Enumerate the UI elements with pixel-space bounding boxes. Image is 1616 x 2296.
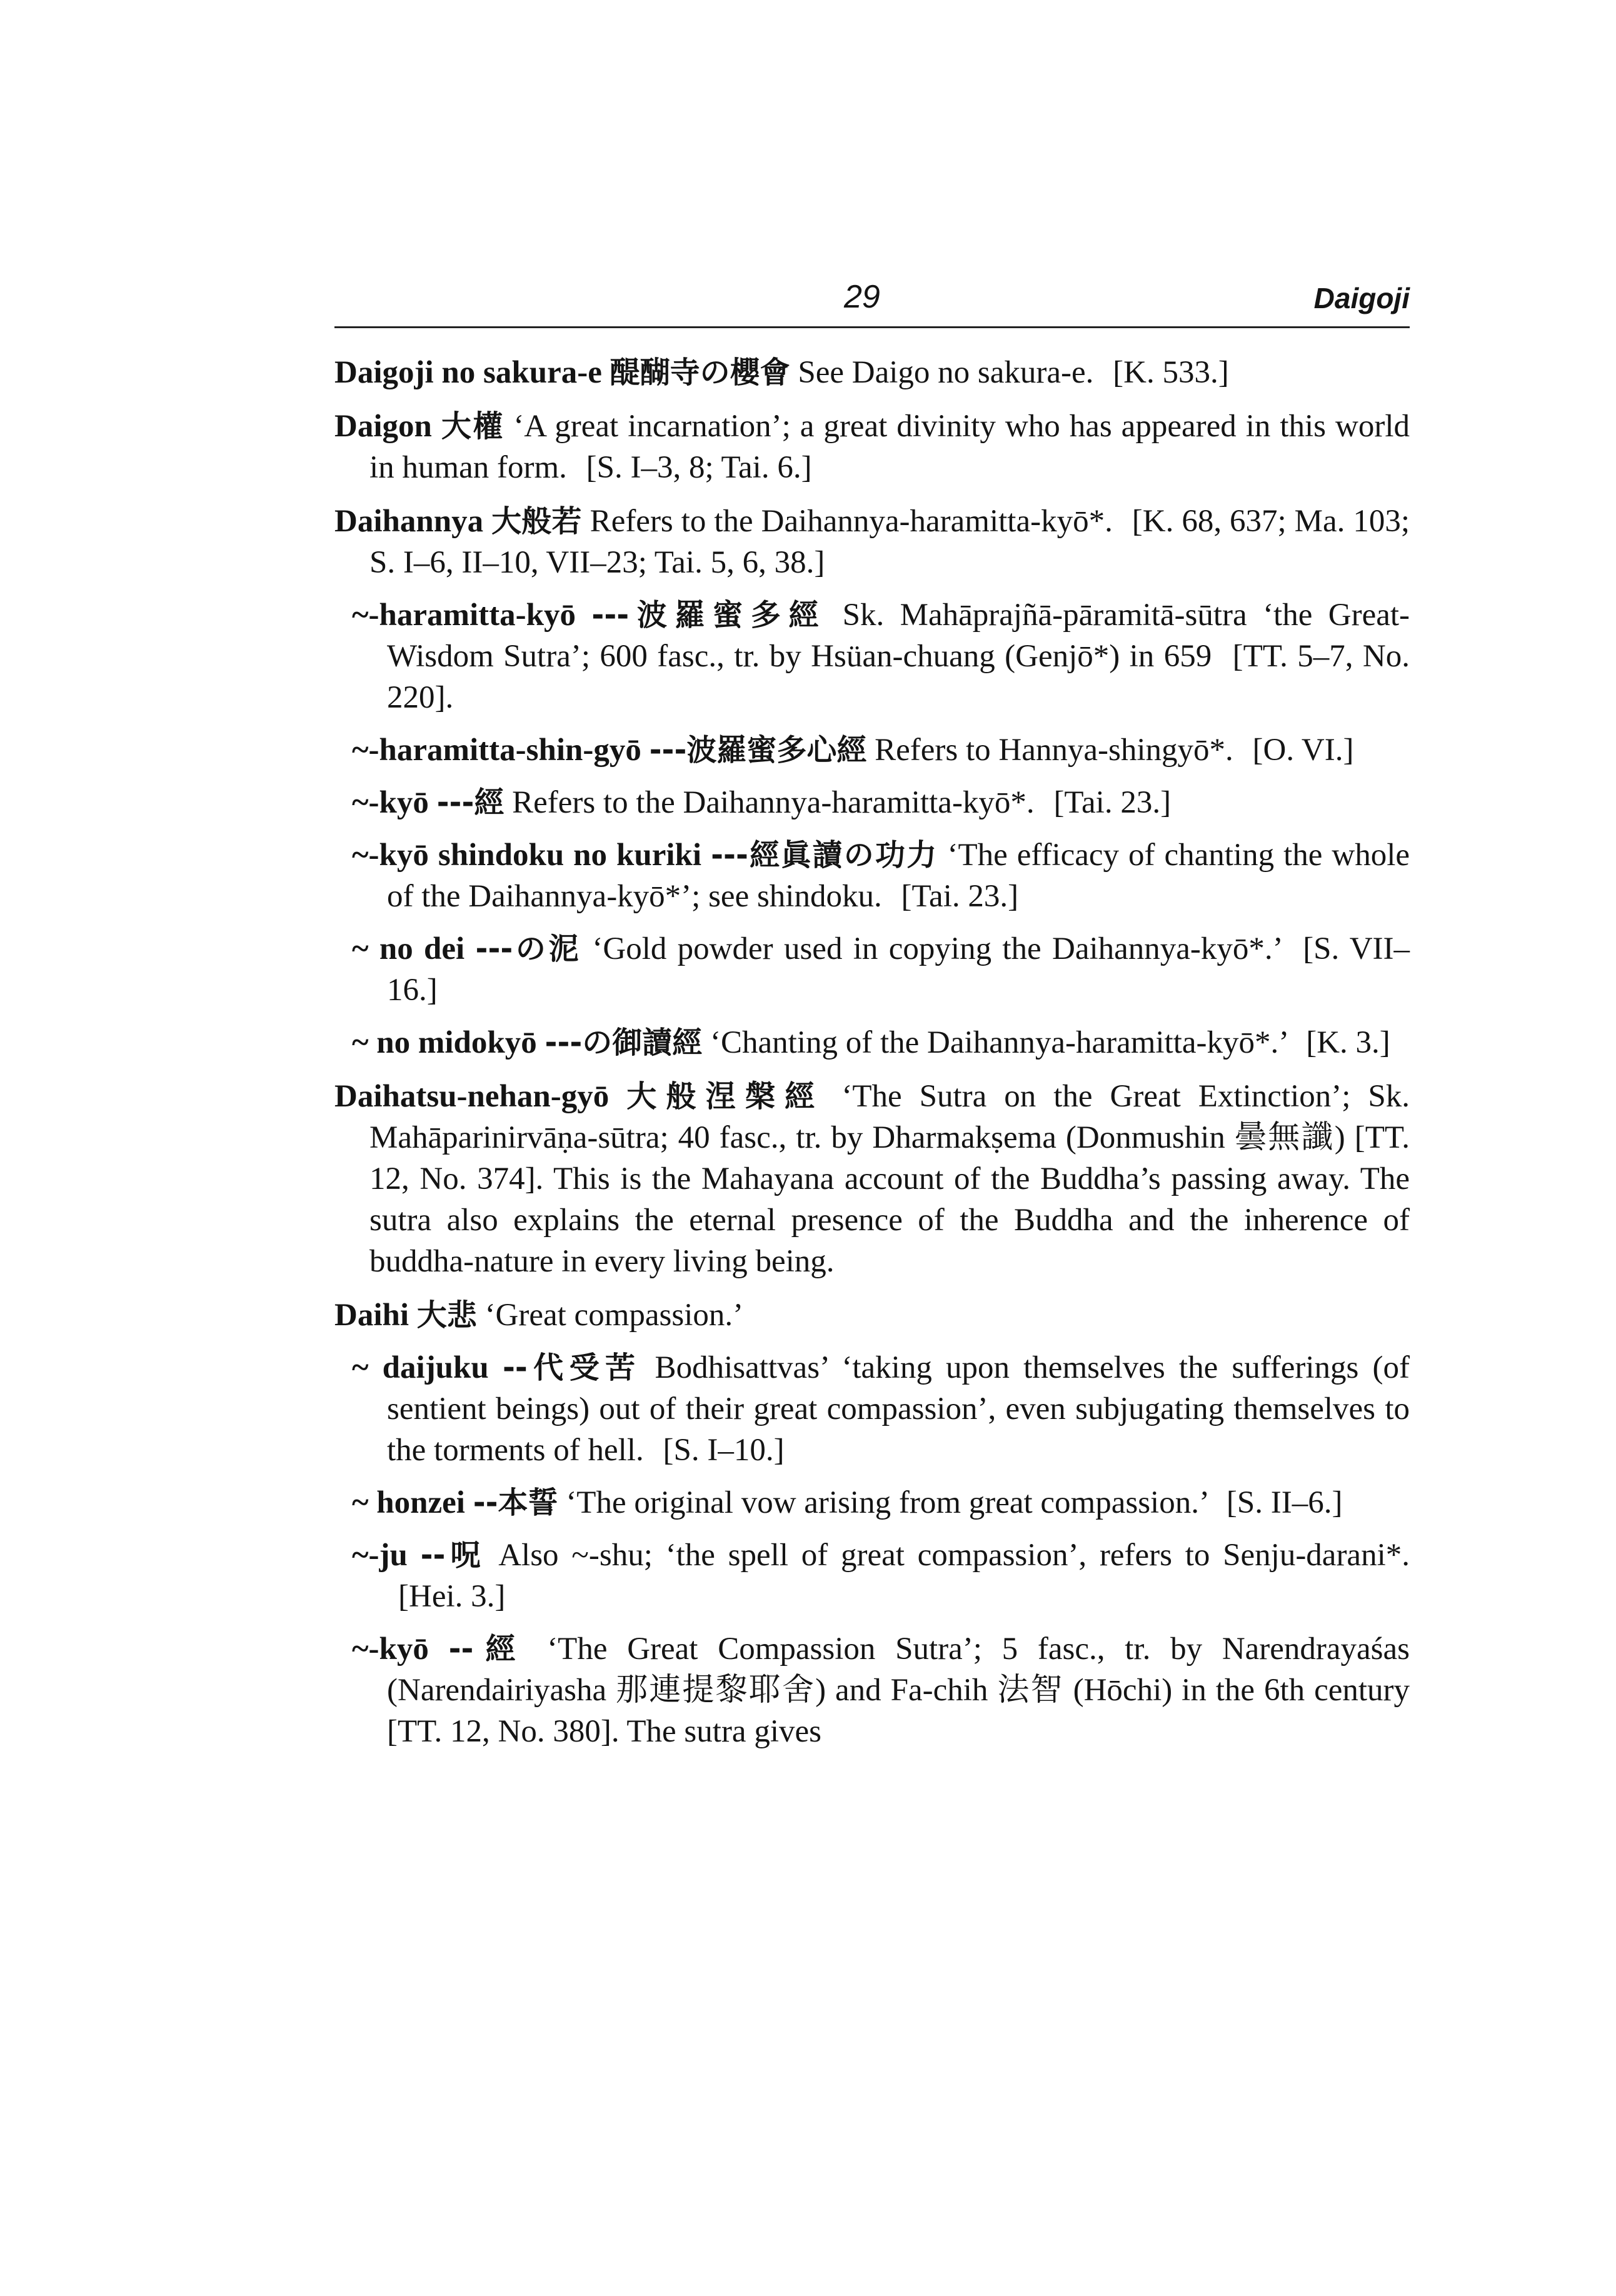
entry-headword: ~ daijuku <box>352 1350 489 1385</box>
entry-kanji: ---經 <box>436 785 504 820</box>
entry-kanji: ---の御讀經 <box>545 1025 703 1060</box>
entry-kanji: 大般若 <box>491 504 582 539</box>
entry-definition: ‘Great compassion.’ <box>484 1298 744 1333</box>
running-head: Daigoji <box>1313 282 1410 314</box>
entry-kanji: 大悲 <box>416 1298 477 1333</box>
entry-daihannya <box>334 501 1410 583</box>
entry-headword: ~ no midokyō <box>352 1025 537 1060</box>
entry-reference: [O. VI.] <box>1252 733 1354 768</box>
entry-reference: [Hei. 3.] <box>398 1579 506 1614</box>
entry-definition: Also ~-shu; ‘the spell of great compassion’, refers to Senju-darani*. <box>498 1538 1410 1573</box>
subentry-daihi-kyo <box>352 1628 1410 1752</box>
entry-reference: [Tai. 23.] <box>901 879 1019 914</box>
entry-headword: Daihannya <box>334 504 484 539</box>
entry-headword: Daihatsu-nehan-gyō <box>334 1079 610 1114</box>
entry-definition: ‘The Sutra on the Great Extinction’; Sk. Mahāparinirvāṇa-sūtra; 40 fasc., tr. by Dharmakṣema (Donmushin 曇無讖) [TT. 12, No. 374]. This is the Mahayana account of the Buddha’s passing away. The sutra also explains the eternal presence of the Buddha and the inherence of buddha-nature in every living being. <box>369 1079 1410 1279</box>
entry-reference: [S. I–3, 8; Tai. 6.] <box>586 450 812 485</box>
subentry-no-midokyo <box>352 1022 1410 1063</box>
subentry-haramitta-shin-gyo <box>352 729 1410 771</box>
entry-headword: Daigon <box>334 409 432 444</box>
entry-definition: Refers to Hannya-shingyō*. <box>875 733 1233 768</box>
entry-kanji: --代受苦 <box>502 1350 641 1385</box>
entry-kanji: ---波羅蜜多經 <box>591 598 827 633</box>
entry-reference: [K. 3.] <box>1306 1025 1390 1060</box>
entry-headword: ~-haramitta-shin-gyō <box>352 733 641 768</box>
entry-kanji: 大般涅槃經 <box>626 1079 825 1114</box>
entry-definition: ‘Chanting of the Daihannya-haramitta-kyō*.’ <box>710 1025 1287 1060</box>
entry-definition: Bodhisattvas’ ‘taking upon themselves the sufferings (of sentient beings) out of their great compassion’, even subjugating themselves to the torments of hell. <box>387 1350 1410 1468</box>
entry-kanji: ---の泥 <box>475 931 582 966</box>
subentry-no-dei <box>352 928 1410 1011</box>
entry-kanji: 大權 <box>441 409 504 444</box>
entry-headword: Daigoji no sakura-e <box>334 355 602 390</box>
entry-reference: [K. 533.] <box>1113 355 1229 390</box>
entry-daihatsu-nehan-gyo <box>334 1076 1410 1282</box>
entry-daihi <box>334 1295 1410 1336</box>
entry-headword: ~ no dei <box>352 931 465 966</box>
subentry-ju <box>352 1535 1410 1617</box>
entry-definition: ‘Gold powder used in copying the Daihannya-kyō*.’ <box>592 931 1281 966</box>
entry-definition: ‘The Great Compassion Sutra’; 5 fasc., tr. by Narendrayaśas (Narendairiyasha 那連提黎耶舍) and Fa-chih 法智 (Hōchi) in the 6th century [TT. 12, No. 380]. The sutra gives <box>387 1632 1410 1749</box>
entry-list <box>334 328 1410 1752</box>
page-number: 29 <box>844 279 880 315</box>
entry-reference: [S. II–6.] <box>1226 1485 1343 1520</box>
entry-headword: ~-ju <box>352 1538 408 1573</box>
entry-definition: ‘The efficacy of chanting the whole of the Daihannya-kyō*’; see shindoku. <box>387 838 1410 914</box>
entry-reference: [S. I–10.] <box>663 1433 785 1468</box>
entry-daigoji-no-sakura-e <box>334 352 1410 393</box>
entry-headword: ~-kyō <box>352 785 429 820</box>
entry-kanji: --本誓 <box>473 1485 558 1520</box>
entry-kanji: 醍醐寺の櫻會 <box>610 355 790 390</box>
entry-reference: [K. 68, 637; Ma. 103; S. I–6, II–10, VII–23; Tai. 5, 6, 38.] <box>369 504 1410 580</box>
entry-kanji: --經 <box>448 1632 528 1667</box>
entry-daigon <box>334 406 1410 488</box>
entry-kanji: ---經眞讀の功力 <box>711 838 938 873</box>
subentry-haramitta-kyo <box>352 594 1410 718</box>
entry-kanji: ---波羅蜜多心經 <box>649 733 867 768</box>
entry-definition: See Daigo no sakura-e. <box>798 355 1094 390</box>
entry-reference: [TT. 5–7, No. 220]. <box>387 639 1410 715</box>
entry-reference: [Tai. 23.] <box>1053 785 1172 820</box>
entry-headword: ~-haramitta-kyō <box>352 598 576 633</box>
entry-reference: [S. VII–16.] <box>387 931 1410 1008</box>
subentry-daijuku <box>352 1347 1410 1471</box>
entry-definition: Refers to the Daihannya-haramitta-kyō*. <box>512 785 1035 820</box>
entry-headword: ~-kyō <box>352 1632 429 1667</box>
subentry-honzei <box>352 1482 1410 1523</box>
entry-definition: Sk. Mahāprajñā-pāramitā-sūtra ‘the Great-Wisdom Sutra’; 600 fasc., tr. by Hsüan-chuang (Genjō*) in 659 <box>387 598 1410 674</box>
entry-definition: ‘A great incarnation’; a great divinity who has appeared in this world in human form. <box>369 409 1410 485</box>
subentry-kyo <box>352 782 1410 823</box>
entry-definition: ‘The original vow arising from great compassion.’ <box>566 1485 1208 1520</box>
entry-definition: Refers to the Daihannya-haramitta-kyō*. <box>590 504 1113 539</box>
entry-headword: ~-kyō shindoku no kuriki <box>352 838 702 873</box>
page-header <box>334 269 1410 328</box>
entry-headword: Daihi <box>334 1298 409 1333</box>
entry-headword: ~ honzei <box>352 1485 465 1520</box>
entry-kanji: --呪 <box>420 1538 486 1573</box>
subentry-kyo-shindoku-no-kuriki <box>352 835 1410 917</box>
dictionary-page <box>334 269 1410 1763</box>
